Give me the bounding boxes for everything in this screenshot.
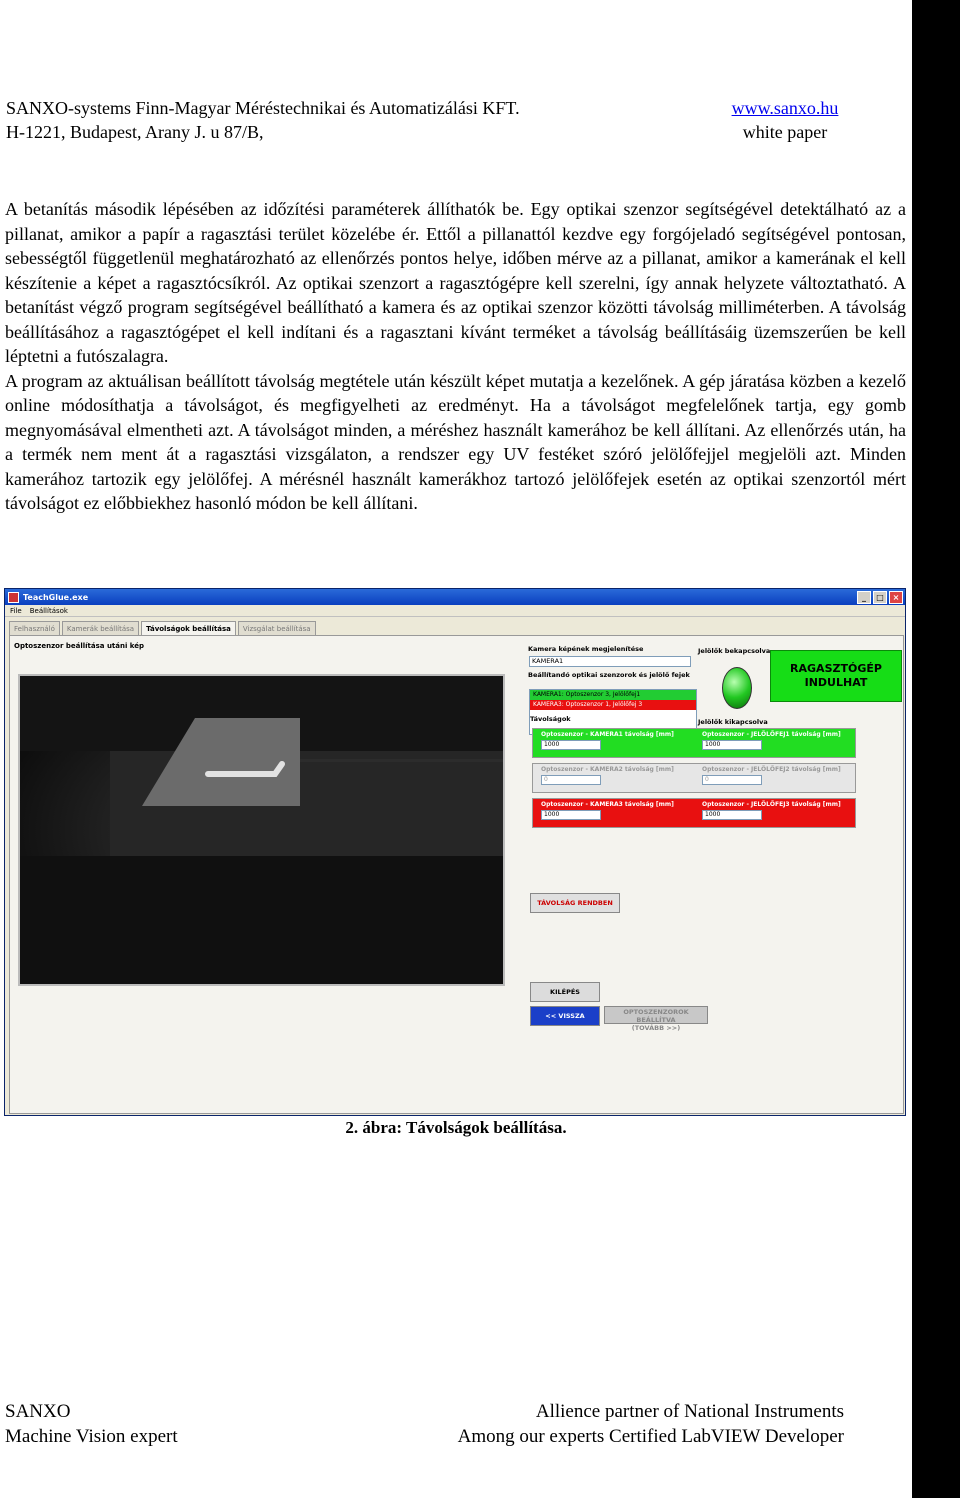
distance-label: Optoszenzor - KAMERA2 távolság [mm] (541, 766, 674, 773)
marker-toggle-lamp[interactable] (722, 667, 752, 709)
opto-done-line1: OPTOSZENZOROK BEÁLLÍTVA (623, 1008, 689, 1024)
paragraph: A program az aktuálisan beállított távolság megtétele után készült képet mutatja a kezelőnek. A gép járatása közben a kezelő online módosíthatja a távolságot, és megfigyelheti az eredményt. Ha a távolságot megfelelőnek tartja, egy gomb megnyomásával elmentheti azt. A távolságot minden, a méréshez használt kamerához be kell állítani. Az ellenőrzés után, ha a termék nem ment át a ragasztási vizsgálaton, a rendszer egy UV festéket szóró jelölőfejjel megjelöli azt. Minden kamerához tartozik egy jelölőfej. A mérésnél használt kamerákhoz tartozó jelölőfejek esetén az optikai szenzortól mért távolságot ez előbbiekhez hasonló módon be kell állítani. (5, 370, 906, 513)
back-button[interactable]: << VISSZA (530, 1006, 600, 1026)
header-left (6, 96, 520, 144)
company-address: H-1221, Budapest, Arany J. u 87/B, (6, 122, 264, 142)
website-link[interactable]: www.sanxo.hu (731, 98, 839, 118)
footer-tagline: Machine Vision expert (5, 1426, 178, 1447)
tab-strip (9, 621, 316, 636)
footer-partner: Allience partner of National Instruments (535, 1401, 844, 1422)
menubar (5, 605, 905, 617)
distances-label: Távolságok (530, 715, 571, 723)
tab-cameras[interactable]: Kamerák beállítása (62, 621, 139, 636)
distance-input[interactable]: 0 (541, 775, 601, 785)
footer-left (5, 1399, 178, 1449)
tab-inspection[interactable]: Vizsgálat beállítása (238, 621, 316, 636)
footer-right (411, 1399, 844, 1449)
list-item[interactable]: KAMERA1: Optoszenzor 3, Jelölőfej1 (530, 690, 696, 700)
camera-select[interactable]: KAMERA1 (529, 656, 691, 667)
camera-image (18, 674, 505, 986)
distance-row-1 (532, 728, 856, 758)
list-item[interactable]: KAMERA3: Optoszenzor 1, Jelölőfej 3 (530, 700, 696, 710)
distance-ok-button[interactable]: TÁVOLSÁG RENDBEN (530, 893, 620, 913)
opto-done-line2: (TOVÁBB >>) (631, 1024, 681, 1032)
distance-label: Optoszenzor - KAMERA3 távolság [mm] (541, 801, 674, 808)
minimize-button[interactable]: _ (857, 591, 871, 604)
window-titlebar (5, 589, 905, 605)
tab-panel (9, 635, 904, 1114)
distance-input[interactable]: 1000 (541, 740, 601, 750)
exit-button[interactable]: KILÉPÉS (530, 982, 600, 1002)
tab-user[interactable]: Felhasználó (9, 621, 60, 636)
distance-label: Optoszenzor - JELÖLŐFEJ1 távolság [mm] (702, 731, 841, 738)
footer-company: SANXO (5, 1401, 71, 1422)
camera-image-svg (20, 676, 503, 984)
marker-on-label: Jelölők bekapcsolva (698, 647, 771, 655)
page-edge-bar (912, 0, 960, 1498)
menu-settings[interactable]: Beállítások (29, 606, 68, 615)
marker-off-label: Jelölők kikapcsolva (698, 718, 768, 726)
distance-label: Optoszenzor - KAMERA1 távolság [mm] (541, 731, 674, 738)
menu-file[interactable]: File (10, 606, 22, 615)
doc-type: white paper (742, 122, 828, 142)
distance-label: Optoszenzor - JELÖLŐFEJ2 távolság [mm] (702, 766, 841, 773)
figure-caption: 2. ábra: Távolságok beállítása. (345, 1118, 567, 1137)
company-name: SANXO-systems Finn-Magyar Méréstechnikai és Automatizálási KFT. (6, 98, 520, 118)
body-text (5, 197, 906, 516)
camera-select-label: Kamera képének megjelenítése (528, 645, 644, 653)
window-title: TeachGlue.exe (23, 592, 89, 602)
opto-done-button[interactable] (604, 1006, 708, 1032)
close-button[interactable]: × (889, 591, 903, 604)
app-screenshot-window (4, 588, 906, 1116)
distance-row-2 (532, 763, 856, 793)
maximize-button[interactable]: □ (873, 591, 887, 604)
ready-button[interactable]: RAGASZTÓGÉP INDULHAT (770, 650, 902, 702)
header-right (716, 96, 854, 144)
panel-title: Optoszenzor beállítása utáni kép (14, 642, 145, 650)
tab-distances[interactable]: Távolságok beállítása (141, 621, 236, 636)
app-icon (8, 592, 19, 603)
distance-input[interactable]: 1000 (541, 810, 601, 820)
distance-input[interactable]: 1000 (702, 810, 762, 820)
distance-label: Optoszenzor - JELÖLŐFEJ3 távolság [mm] (702, 801, 841, 808)
footer-certified: Among our experts Certified LabVIEW Developer (457, 1426, 844, 1447)
distance-input[interactable]: 0 (702, 775, 762, 785)
paragraph: A betanítás második lépésében az időzítési paraméterek állíthatók be. Egy optikai szenzor segítségével detektálható az a pillanat, amikor a papír a ragasztási terület közelébe ér. Ettől a pillanattól kezdve egy forgójeladó segítségével pontosan, sebességtől függetlenül meghatározható az ellenőrzés pontos helye, időben mérve az a pillanat, amikor a kamerának el kell készítenie a képet a ragasztócsíkról. Az optikai szenzort a ragasztógépre kell szerelni, így annak helyzete változtatható. A betanítást végző program segítségével beállítható a kamera és az optikai szenzor közötti távolság milliméterben. A távolság beállításához a ragasztógépet el kell indítani és a ragasztani kívánt terméket a távolság beállításáig üzemszerűen be kell léptetni a futószalagra. (5, 199, 906, 366)
distance-input[interactable]: 1000 (702, 740, 762, 750)
sensor-list-label: Beállítandó optikai szenzorok és jelölő fejek (528, 671, 690, 679)
distance-row-3 (532, 798, 856, 828)
